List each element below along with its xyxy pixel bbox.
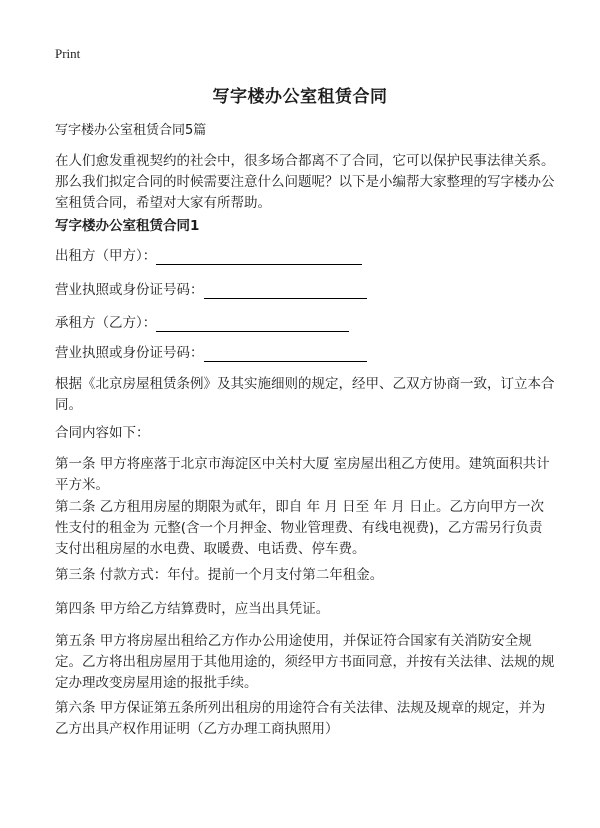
article-4: 第四条 甲方给乙方结算费时，应当出具凭证。 [55, 601, 330, 617]
article-2: 第二条 乙方租用房屋的期限为贰年，即自 年 月 日至 年 月 日止。乙方向甲方一次性支付的租金为 元整(含一个月押金、物业管理费、有线电视费)，乙方需另行负责支付出租房屋的水电费、取暖费、电话费、停车费。 [55, 499, 545, 557]
lessor-license-blank-line [204, 281, 367, 299]
contents-label: 合同内容如下： [55, 425, 150, 441]
lessee-license-blank-line [204, 344, 367, 362]
section-heading: 写字楼办公室租赁合同1 [55, 218, 200, 234]
lessee-license-label: 营业执照或身份证号码： [55, 345, 204, 361]
lessee-field [55, 313, 349, 334]
article-1: 第一条 甲方将座落于北京市海淀区中关村大厦 室房屋出租乙方使用。建筑面积共计 平方米。 [55, 456, 550, 493]
print-link[interactable]: Print [55, 46, 81, 61]
lessor-license-field [55, 280, 367, 301]
article-6: 第六条 甲方保证第五条所列出租房的用途符合有关法律、法规及规章的规定，并为乙方出具产权作用证明（乙方办理工商执照用） [55, 700, 546, 737]
article-3: 第三条 付款方式：年付。提前一个月支付第二年租金。 [55, 567, 384, 583]
intro-paragraph: 在人们愈发重视契约的社会中，很多场合都离不了合同，它可以保护民事法律关系。那么我们拟定合同的时候需要注意什么问题呢？以下是小编帮大家整理的写字楼办公室租赁合同，希望对大家有所帮助。 [55, 153, 555, 211]
lessee-license-field [55, 343, 367, 364]
lessor-field [55, 246, 362, 267]
document-subtitle: 写字楼办公室租赁合同5篇 [55, 123, 207, 138]
page-title: 写字楼办公室租赁合同 [212, 87, 388, 107]
lessee-label: 承租方（乙方）： [55, 315, 157, 331]
lessee-blank-line [156, 314, 349, 332]
lessor-blank-line [156, 247, 362, 265]
lessor-license-label: 营业执照或身份证号码： [55, 282, 204, 298]
basis-paragraph: 根据《北京房屋租赁条例》及其实施细则的规定，经甲、乙双方协商一致，订立本合同。 [55, 376, 555, 413]
article-5: 第五条 甲方将房屋出租给乙方作办公用途使用，并保证符合国家有关消防安全规定。乙方将出租房屋用于其他用途的，须经甲方书面同意，并按有关法律、法规的规定办理改变房屋用途的报批手续。 [55, 633, 555, 691]
lessor-label: 出租方（甲方）： [55, 248, 157, 264]
